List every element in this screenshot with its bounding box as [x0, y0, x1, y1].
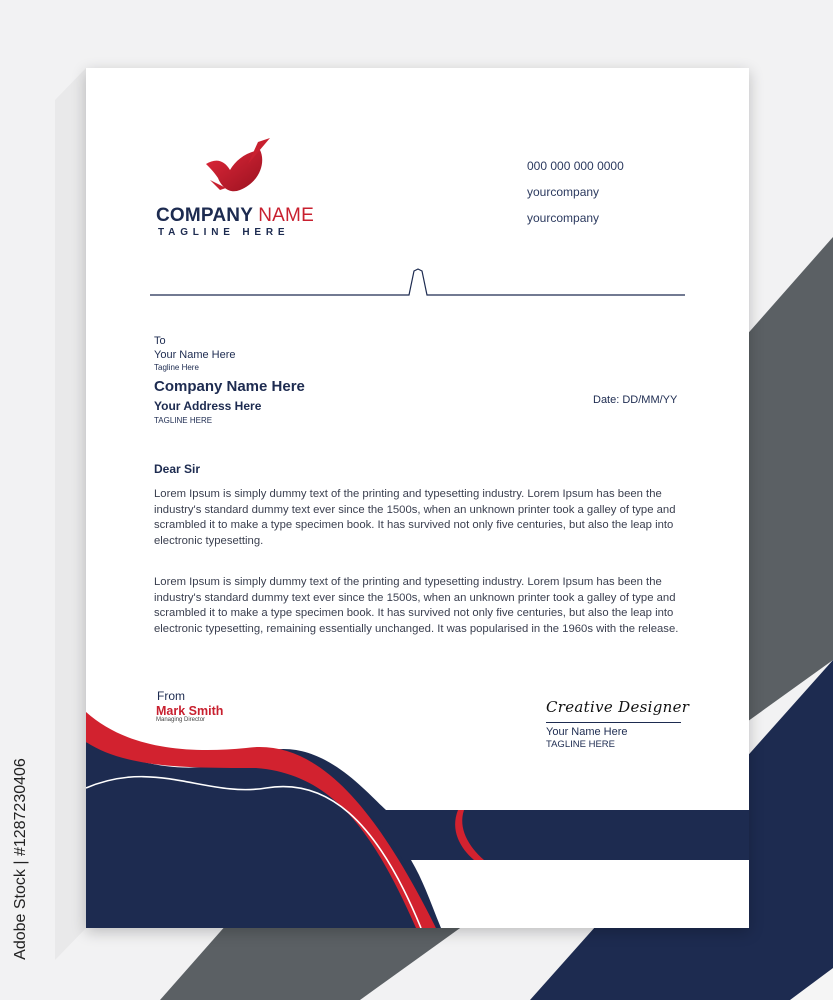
footer-wave-graphic: [86, 698, 749, 928]
company-name-part2: NAME: [258, 205, 314, 226]
contact-line-3: yourcompany: [527, 211, 600, 225]
sender-role: Managing Director: [156, 717, 206, 723]
from-label: From: [157, 689, 185, 703]
contact-phone: 000 000 000 0000: [527, 159, 624, 173]
company-name-part1: COMPANY: [156, 205, 253, 226]
company-logo-icon: [200, 138, 280, 198]
signer-name: Your Name Here: [546, 726, 628, 738]
letter-date: Date: DD/MM/YY: [593, 394, 678, 406]
company-logo-text: [156, 205, 314, 227]
gray-back-sheet: [55, 68, 86, 960]
recipient-name: Your Name Here: [154, 349, 236, 361]
signature-script: Creative Designer: [546, 698, 690, 716]
contact-line-2: yourcompany: [527, 185, 600, 199]
salutation: Dear Sir: [154, 462, 201, 476]
sender-name: Mark Smith: [156, 704, 224, 718]
recipient-company-tagline: TAGLINE HERE: [154, 416, 213, 425]
company-tagline: TAGLINE HERE: [158, 227, 290, 238]
body-paragraph-1: Lorem Ipsum is simply dummy text of the printing and typesetting industry. Lorem Ipsum has been the industry's standard dummy text ever since the 1500s, when an unknown printer took a galley of type and scrambled it to make a type specimen book. It has survived not only five centuries, but also the leap into electronic typesetting.: [154, 488, 676, 547]
letterhead-page: [86, 68, 749, 928]
to-label: To: [154, 335, 166, 347]
header-divider: [150, 266, 685, 298]
stock-id-label: [6, 740, 36, 990]
recipient-address: Your Address Here: [154, 399, 262, 413]
stock-id-text: Adobe Stock | #1287230406: [12, 758, 29, 960]
recipient-tagline: Tagline Here: [154, 363, 199, 372]
body-paragraph-2: Lorem Ipsum is simply dummy text of the printing and typesetting industry. Lorem Ipsum has been the industry's standard dummy text ever since the 1500s, when an unknown printer took a galley of type and scrambled it to make a type specimen book. It has survived not only five centuries, but also the leap into electronic typesetting, remaining essentially unchanged. It was popularised in the 1960s with the release.: [154, 576, 679, 635]
recipient-company: Company Name Here: [154, 378, 305, 395]
footer-white-box: [411, 860, 749, 928]
signer-tagline: TAGLINE HERE: [546, 739, 615, 750]
